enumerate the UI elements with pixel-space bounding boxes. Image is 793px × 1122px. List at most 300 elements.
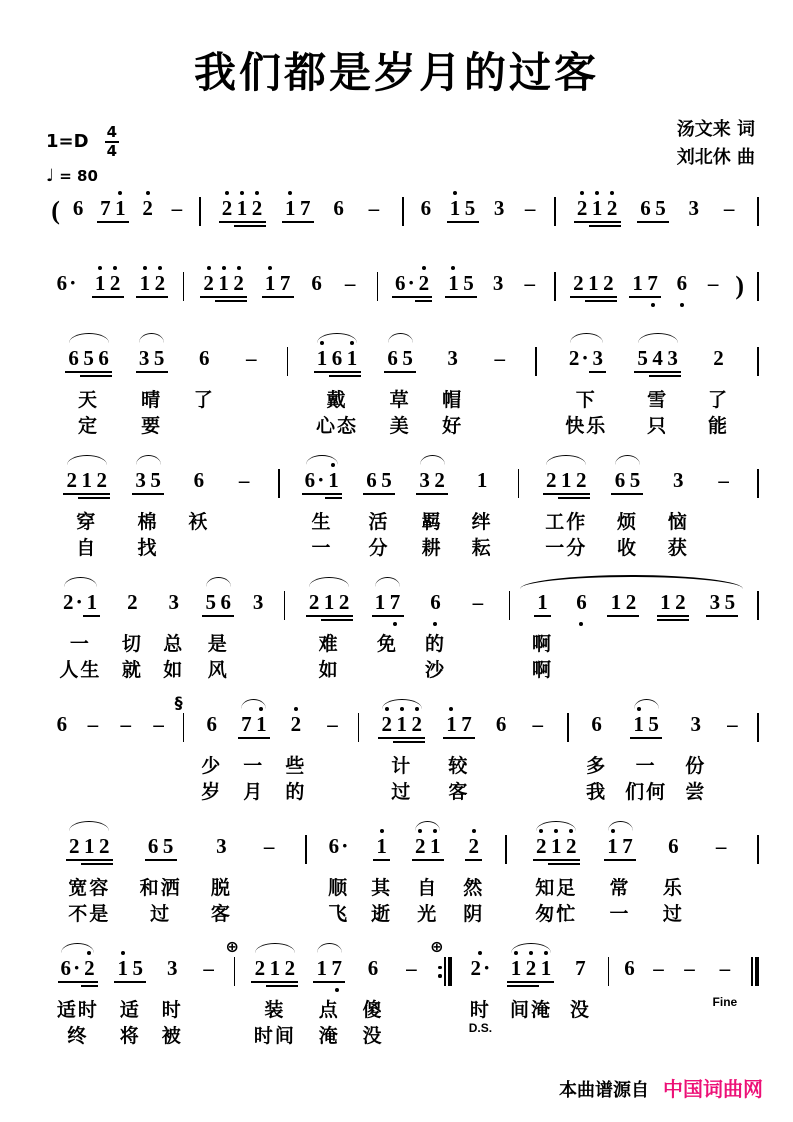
lyric-syllable	[495, 411, 504, 437]
octave-dot-below-slot	[647, 302, 659, 307]
note-digit: –	[532, 711, 543, 736]
note-digit: 2	[468, 833, 480, 858]
measure	[40, 828, 305, 925]
octave-dot-below-slot	[86, 621, 98, 626]
lyric-syllable: 人生	[59, 659, 102, 681]
note	[545, 462, 557, 504]
note	[591, 706, 603, 748]
tempo-value: = 80	[59, 167, 98, 185]
note	[654, 190, 666, 232]
notes-row	[721, 190, 737, 232]
notes-row	[381, 706, 423, 748]
octave-dot-below-slot	[667, 865, 679, 870]
note-group	[718, 190, 740, 232]
note	[672, 462, 684, 504]
note-group	[115, 706, 137, 803]
note	[713, 340, 725, 382]
lyric-syllable	[328, 777, 337, 803]
note-digit: 2	[254, 955, 266, 980]
underline-beams	[205, 613, 217, 621]
note-group	[469, 462, 496, 559]
note	[135, 462, 147, 504]
lyric-syllable: 阴	[463, 903, 485, 925]
note-group	[392, 265, 433, 307]
notes-row	[240, 706, 267, 748]
notes-row	[261, 828, 277, 870]
barline	[757, 835, 759, 864]
underline-beams	[299, 219, 311, 227]
lyric-syllable	[719, 507, 728, 533]
octave-dot-below-slot	[545, 499, 557, 504]
note	[331, 950, 343, 992]
underline-beams	[632, 294, 644, 302]
note-digit: 1	[139, 270, 151, 295]
note-group	[442, 706, 475, 803]
notes-row	[676, 265, 688, 307]
notes-row	[688, 190, 700, 232]
octave-dot-below-slot	[221, 227, 233, 232]
octave-dot-below-slot	[376, 865, 388, 870]
note-digit: 6	[367, 955, 379, 980]
octave-dot-below-slot	[329, 865, 349, 870]
note-group	[647, 950, 669, 1047]
note	[381, 462, 393, 504]
note	[203, 265, 215, 307]
underline-beams	[86, 613, 98, 621]
note-digit: –	[524, 270, 536, 295]
note-digit: 2	[142, 195, 153, 220]
note-group	[136, 265, 169, 307]
underline-beams	[629, 491, 641, 499]
note-digit: 6	[68, 345, 79, 370]
barline-thin	[757, 713, 759, 742]
underline-beams	[81, 491, 93, 499]
notes-row	[56, 706, 68, 748]
beam-line	[604, 221, 621, 223]
note	[98, 828, 110, 870]
notes-row	[449, 190, 476, 232]
note-group	[519, 265, 541, 307]
note-group	[281, 190, 314, 232]
octave-dot-below-slot	[331, 987, 343, 992]
measure	[359, 706, 567, 803]
notes-row	[168, 584, 180, 626]
note-group	[91, 265, 124, 307]
underline-beams	[535, 857, 547, 865]
notes-row	[632, 265, 659, 307]
note-group	[305, 584, 353, 681]
lyric-syllable: 总	[163, 633, 185, 655]
octave-dot-below-slot	[633, 743, 645, 748]
underline-beams	[218, 294, 230, 302]
note-group	[313, 950, 346, 1047]
note-digit: 3	[492, 270, 504, 295]
lyric-syllable: 客	[448, 781, 470, 803]
note-group	[466, 950, 495, 1047]
notes-row	[419, 462, 446, 504]
octave-dot-below-slot	[374, 621, 386, 626]
slur-arc	[317, 333, 357, 343]
note	[109, 265, 121, 307]
underline-beams	[57, 294, 77, 302]
octave-dot-below-slot	[713, 377, 725, 382]
note	[652, 340, 664, 382]
note	[68, 828, 80, 870]
measure	[40, 462, 278, 559]
note-group	[567, 950, 594, 1047]
note	[284, 950, 296, 992]
underline-beams	[215, 857, 227, 865]
note	[166, 950, 178, 992]
note-digit: 2	[713, 345, 724, 370]
footer	[559, 1073, 763, 1102]
underline-beams	[193, 491, 205, 499]
augmentation-dot: ·	[341, 833, 349, 858]
octave-dot-below-slot	[724, 621, 736, 626]
note-group	[63, 462, 111, 559]
note-digit: 1	[218, 270, 229, 295]
note-digit: 5	[724, 589, 736, 614]
lyric-syllable: 啊	[531, 633, 553, 655]
beam-line	[644, 296, 661, 298]
notes-row	[367, 950, 379, 992]
octave-dot-below-slot	[637, 377, 649, 382]
underline-beams	[395, 294, 415, 302]
lyric-syllable: 将	[119, 1025, 141, 1047]
octave-dot-below-slot	[414, 865, 426, 870]
note-group	[562, 340, 610, 437]
underline-beams	[434, 491, 446, 499]
note-digit: 3	[667, 345, 678, 370]
note	[205, 584, 217, 626]
underline-beams	[522, 219, 538, 227]
slur-arc	[608, 821, 633, 831]
note-digit: 1	[588, 270, 599, 295]
underline-beams	[94, 294, 106, 302]
octave-dot-below-slot	[468, 865, 480, 870]
lyric-syllable: 啊	[531, 659, 553, 681]
underline-beams	[198, 369, 210, 377]
notes-row	[717, 950, 733, 992]
barline-thin	[751, 957, 753, 986]
dash-extension	[705, 265, 721, 307]
underline-beams	[151, 735, 167, 743]
underline-beams	[525, 979, 537, 987]
slur-arc	[546, 455, 586, 465]
underline-beams	[688, 219, 700, 227]
note	[419, 462, 431, 504]
note-group	[604, 828, 637, 925]
note-group	[489, 265, 507, 307]
underline-beams	[565, 857, 577, 865]
measure	[378, 265, 554, 307]
note	[429, 584, 441, 626]
underline-beams	[206, 735, 218, 743]
note-digit: 2	[233, 270, 244, 295]
underline-beams	[169, 219, 185, 227]
dash-extension	[530, 706, 546, 748]
note	[139, 265, 151, 307]
note-group	[114, 950, 147, 1047]
lyric-syllable: 一分	[545, 537, 588, 559]
note-digit: 6	[98, 345, 109, 370]
note-digit: 3	[168, 589, 180, 614]
octave-dot-below-slot	[138, 377, 150, 382]
note	[218, 265, 230, 307]
underline-beams	[316, 979, 328, 987]
barline-thin	[757, 272, 759, 301]
dash-extension	[492, 340, 508, 382]
lyric-syllable: 不是	[68, 903, 111, 925]
notes-row	[403, 950, 419, 992]
measure	[519, 462, 757, 559]
octave-dot-below-slot	[575, 621, 587, 626]
beam-line	[460, 296, 477, 298]
note-digit: 7	[331, 955, 342, 980]
underline-beams	[142, 219, 154, 227]
system	[40, 265, 759, 307]
octave-dot-below-slot	[591, 227, 603, 232]
note	[587, 265, 599, 307]
slur-arc	[388, 333, 413, 343]
note-group	[166, 190, 188, 232]
lyric-syllable: 工作	[545, 511, 588, 533]
time-signature-denominator: 4	[106, 141, 117, 160]
underline-beams	[387, 369, 399, 377]
notes-row	[221, 190, 263, 232]
notes-row	[201, 950, 217, 992]
note	[83, 828, 95, 870]
note-digit: 1	[446, 711, 457, 736]
note	[338, 584, 350, 626]
credits	[677, 116, 755, 172]
underline-beams	[420, 219, 432, 227]
note-digit: 2	[434, 467, 445, 492]
note-group	[679, 950, 701, 1047]
octave-dot-below-slot	[476, 499, 488, 504]
underline-beams	[614, 491, 626, 499]
note-digit: –	[153, 711, 164, 736]
octave-dot-below-slot	[346, 377, 358, 382]
octave-dot-below-slot	[117, 987, 129, 992]
underline-beams	[510, 979, 522, 987]
beam-line	[619, 859, 636, 861]
lyric-syllable: 和洒	[139, 877, 182, 899]
note	[639, 190, 651, 232]
measure	[510, 584, 757, 681]
underline-beams	[545, 491, 557, 499]
barline	[430, 937, 452, 986]
lyric-syllable: 雪	[647, 389, 669, 411]
underline-beams	[147, 857, 159, 865]
note-digit: –	[120, 711, 131, 736]
lyric-syllable	[247, 385, 256, 411]
octave-dot-below-slot	[99, 227, 111, 232]
octave-dot-below-slot	[654, 227, 666, 232]
underline-beams	[68, 857, 80, 865]
note-digit: 5	[655, 195, 666, 220]
note-digit: 5	[402, 345, 413, 370]
note-group	[53, 706, 71, 803]
note-digit: 6	[206, 711, 217, 736]
beam-line	[253, 737, 270, 739]
notes-row	[329, 828, 349, 870]
beam-line	[600, 296, 617, 298]
notes-row	[724, 706, 740, 748]
note-digit: –	[684, 955, 695, 980]
slur-arc	[375, 577, 400, 587]
octave-dot-below-slot	[460, 743, 472, 748]
lyric-syllable: 找	[137, 537, 159, 559]
note-digit: 3	[447, 345, 458, 370]
note	[154, 265, 166, 307]
note-digit: 6	[56, 711, 68, 736]
note-digit: 6	[311, 270, 322, 295]
note-group	[660, 828, 687, 925]
note-digit: 1	[560, 467, 572, 492]
note	[674, 584, 686, 626]
octave-dot-below-slot	[205, 621, 217, 626]
notes-row	[414, 828, 441, 870]
underline-beams	[290, 735, 302, 743]
note	[464, 190, 476, 232]
beam-line	[573, 493, 590, 495]
lyric-syllable	[407, 1021, 416, 1047]
lyric-syllable	[718, 655, 727, 681]
note-group	[363, 462, 396, 559]
note-digit: –	[723, 195, 735, 220]
notes-row	[252, 584, 264, 626]
octave-dot-below-slot	[420, 227, 432, 232]
lyric-syllable: 生	[311, 511, 333, 533]
barline-thin	[757, 591, 759, 620]
note	[591, 190, 603, 232]
lyric-syllable: 如	[318, 659, 340, 681]
octave-dot-below-slot	[153, 377, 165, 382]
note-digit: 6	[640, 195, 651, 220]
notes-row	[264, 265, 291, 307]
octave-dot-below-slot	[632, 302, 644, 307]
slur-arc	[69, 333, 109, 343]
note	[445, 706, 457, 748]
note-group	[710, 950, 741, 1047]
note	[387, 340, 399, 382]
notes-row	[713, 828, 729, 870]
lyric-syllable: 恼	[667, 511, 689, 533]
dash-extension	[201, 950, 217, 992]
note	[150, 462, 162, 504]
octave-dot-below-slot	[60, 987, 80, 992]
underline-beams	[403, 979, 419, 987]
note-digit: 6	[624, 955, 635, 980]
system	[40, 584, 759, 681]
notes-row	[713, 340, 725, 382]
lyric-syllable: 耕	[421, 537, 443, 559]
note-digit: 7	[300, 195, 311, 220]
underline-beams	[331, 369, 343, 377]
octave-dot-below-slot	[688, 227, 700, 232]
note-group	[573, 190, 621, 232]
underline-beams	[418, 294, 430, 302]
dash-extension	[324, 706, 340, 748]
beam-line	[721, 615, 738, 617]
underline-beams	[462, 294, 474, 302]
note-digit: 6	[331, 345, 343, 370]
beam-line	[664, 371, 681, 373]
note	[462, 265, 474, 307]
underline-beams	[338, 613, 350, 621]
underline-beams	[150, 491, 162, 499]
octave-dot-below-slot	[243, 377, 259, 382]
octave-dot-below-slot	[324, 743, 340, 748]
octave-dot-below-slot	[261, 865, 277, 870]
note-group	[160, 584, 187, 681]
notes-row	[569, 340, 604, 382]
note	[632, 265, 644, 307]
lyric-syllable	[728, 777, 737, 803]
quarter-note-icon: ♩	[46, 166, 55, 186]
octave-dot-below-slot	[682, 987, 698, 992]
note-group	[302, 462, 343, 559]
measure	[556, 265, 757, 307]
note	[606, 190, 618, 232]
note-group	[218, 190, 266, 232]
octave-dot-below-slot	[367, 987, 379, 992]
underline-beams	[468, 857, 480, 865]
octave-dot-below-slot	[279, 302, 291, 307]
underline-beams	[236, 491, 252, 499]
octave-dot-below-slot	[154, 302, 166, 307]
footer-site-link[interactable]: 中国词曲网	[663, 1077, 763, 1101]
lyric-syllable: 一	[311, 537, 333, 559]
note-digit: 2	[418, 270, 430, 295]
dash-extension	[713, 828, 729, 870]
note-group	[198, 706, 225, 803]
underline-beams	[721, 219, 737, 227]
measure	[452, 950, 608, 1047]
lyric-syllable	[576, 1021, 585, 1047]
note-digit: 2 ·	[63, 589, 83, 614]
slur-arc	[61, 943, 94, 953]
note-digit: 2	[284, 955, 296, 980]
note	[575, 584, 587, 626]
time-signature-numerator: 4	[106, 123, 117, 141]
beam-line	[427, 859, 444, 861]
lyric-syllable	[58, 777, 67, 803]
underline-beams	[607, 857, 619, 865]
octave-dot-below-slot	[132, 987, 144, 992]
beam-line	[465, 859, 482, 861]
note-digit: 1	[316, 955, 327, 980]
octave-dot-below-slot	[447, 302, 459, 307]
dash-extension	[151, 706, 167, 748]
note	[162, 828, 174, 870]
note	[94, 265, 106, 307]
lyric-syllable: 美	[389, 415, 411, 437]
octave-dot-below-slot	[411, 743, 423, 748]
note	[565, 828, 577, 870]
octave-dot-below-slot	[139, 302, 151, 307]
underline-beams	[329, 857, 349, 865]
note-digit: 7	[100, 195, 111, 220]
note-digit: 1	[81, 467, 93, 492]
underline-beams	[717, 979, 733, 987]
lyric-syllable	[719, 533, 728, 559]
slur-arc	[309, 577, 349, 587]
octave-dot-below-slot	[429, 621, 441, 626]
note-digit: 2	[127, 589, 138, 614]
note-digit: 3	[493, 195, 505, 220]
